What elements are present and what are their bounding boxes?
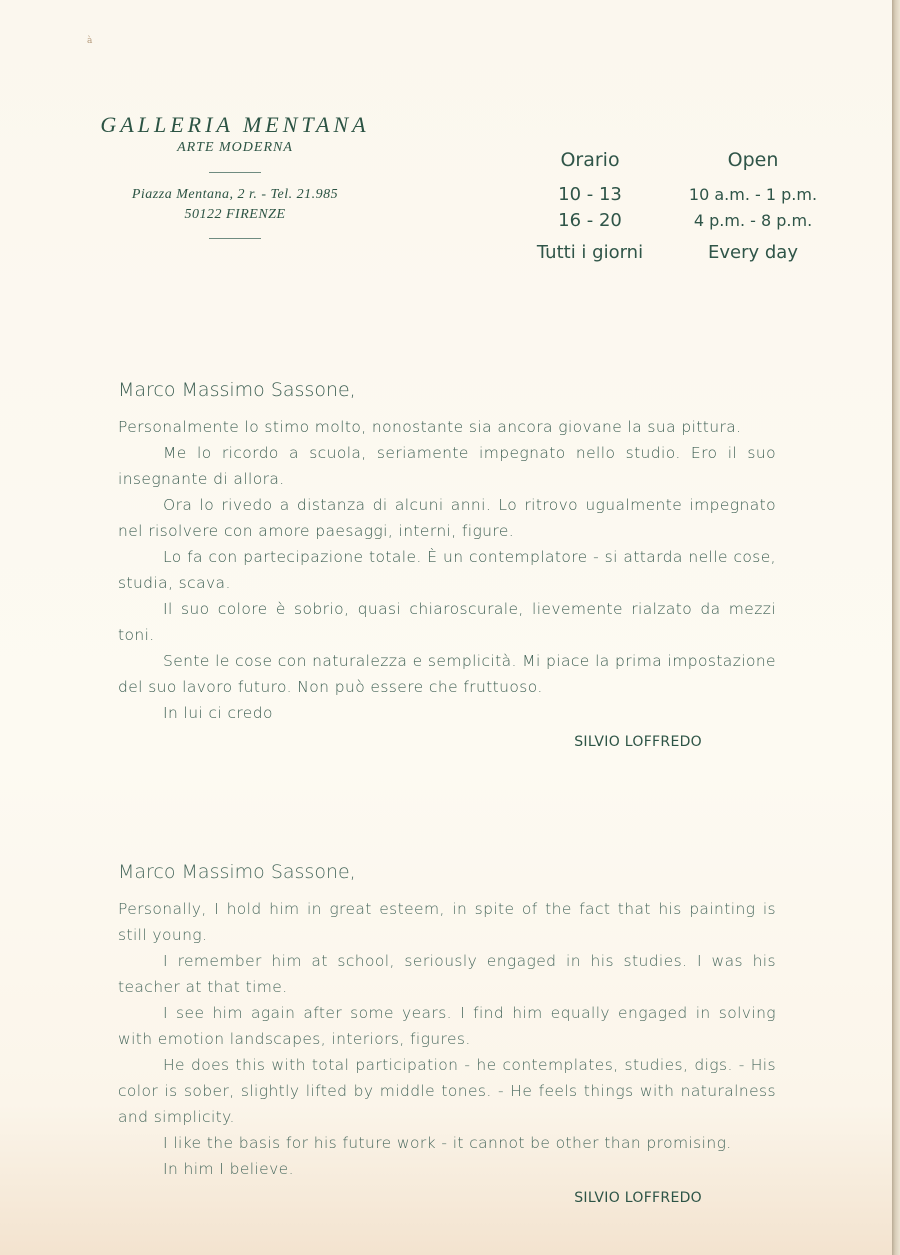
divider <box>209 172 261 173</box>
page-mark: à <box>87 36 93 46</box>
letter-paragraph: I like the basis for his future work - it cannot be other than promising. <box>163 1134 732 1152</box>
hours-header: Orario <box>560 149 620 171</box>
gallery-name: GALLERIA MENTANA <box>100 112 370 137</box>
gallery-address: Piazza Mentana, 2 r. - Tel. 21.985 <box>131 187 339 202</box>
letter-paragraph: He does this with total participation - he contemplates, studies, digs. - His color is sober, slightly lifted by middle tones. - He feels things with naturalness and simplicity. <box>118 1056 776 1126</box>
hours-row: 4 p.m. - 8 p.m. <box>693 211 813 230</box>
letter-paragraph: In lui ci credo <box>163 704 273 722</box>
letter-paragraph: Personalmente lo stimo molto, nonostante sia ancora giovane la sua pittura. <box>118 418 742 436</box>
hours-days: Every day <box>708 242 798 263</box>
letter-paragraph: I see him again after some years. I find him equally engaged in solving with emotion landscapes, interiors, figures. <box>118 1004 776 1048</box>
page-edge <box>892 0 900 1255</box>
letter-paragraph: Ora lo rivedo a distanza di alcuni anni. Lo ritrovo ugualmente impegnato nel risolvere con amore paesaggi, interni, figure. <box>118 496 776 540</box>
hours-header: Open <box>727 149 779 171</box>
letter-italian <box>118 378 776 752</box>
letter-greeting: Marco Massimo Sassone, <box>118 861 356 883</box>
letter-paragraph: Sente le cose con naturalezza e semplicità. Mi piace la prima impostazione del suo lavoro futuro. Non può essere che fruttuoso. <box>118 652 776 696</box>
gallery-subtitle: ARTE MODERNA <box>177 140 293 155</box>
letter-paragraph: Il suo colore è sobrio, quasi chiaroscurale, lievemente rialzato da mezzi toni. <box>118 600 776 644</box>
hours-row: 16 - 20 <box>558 210 622 231</box>
divider <box>209 238 261 239</box>
hours-days: Tutti i giorni <box>536 242 644 263</box>
letter-english <box>118 860 776 1208</box>
signature: SILVIO LOFFREDO <box>574 734 702 750</box>
letter-greeting: Marco Massimo Sassone, <box>118 379 356 401</box>
gallery-city: 50122 FIRENZE <box>184 207 286 222</box>
hours-row: 10 a.m. - 1 p.m. <box>688 185 818 204</box>
hours-italian <box>520 148 660 266</box>
hours-row: 10 - 13 <box>558 184 622 205</box>
letter-paragraph: Lo fa con partecipazione totale. È un contemplatore - si attarda nelle cose, studia, scava. <box>118 548 776 592</box>
hours-english <box>678 148 828 266</box>
letter-paragraph: Me lo ricordo a scuola, seriamente impegnato nello studio. Ero il suo insegnante di allora. <box>118 444 776 488</box>
signature: SILVIO LOFFREDO <box>574 1190 702 1206</box>
letter-paragraph: I remember him at school, seriously engaged in his studies. I was his teacher at that time. <box>118 952 776 996</box>
letter-paragraph: Personally, I hold him in great esteem, in spite of the fact that his painting is still young. <box>118 900 776 944</box>
gallery-header <box>62 112 408 239</box>
letter-paragraph: In him I believe. <box>163 1160 294 1178</box>
